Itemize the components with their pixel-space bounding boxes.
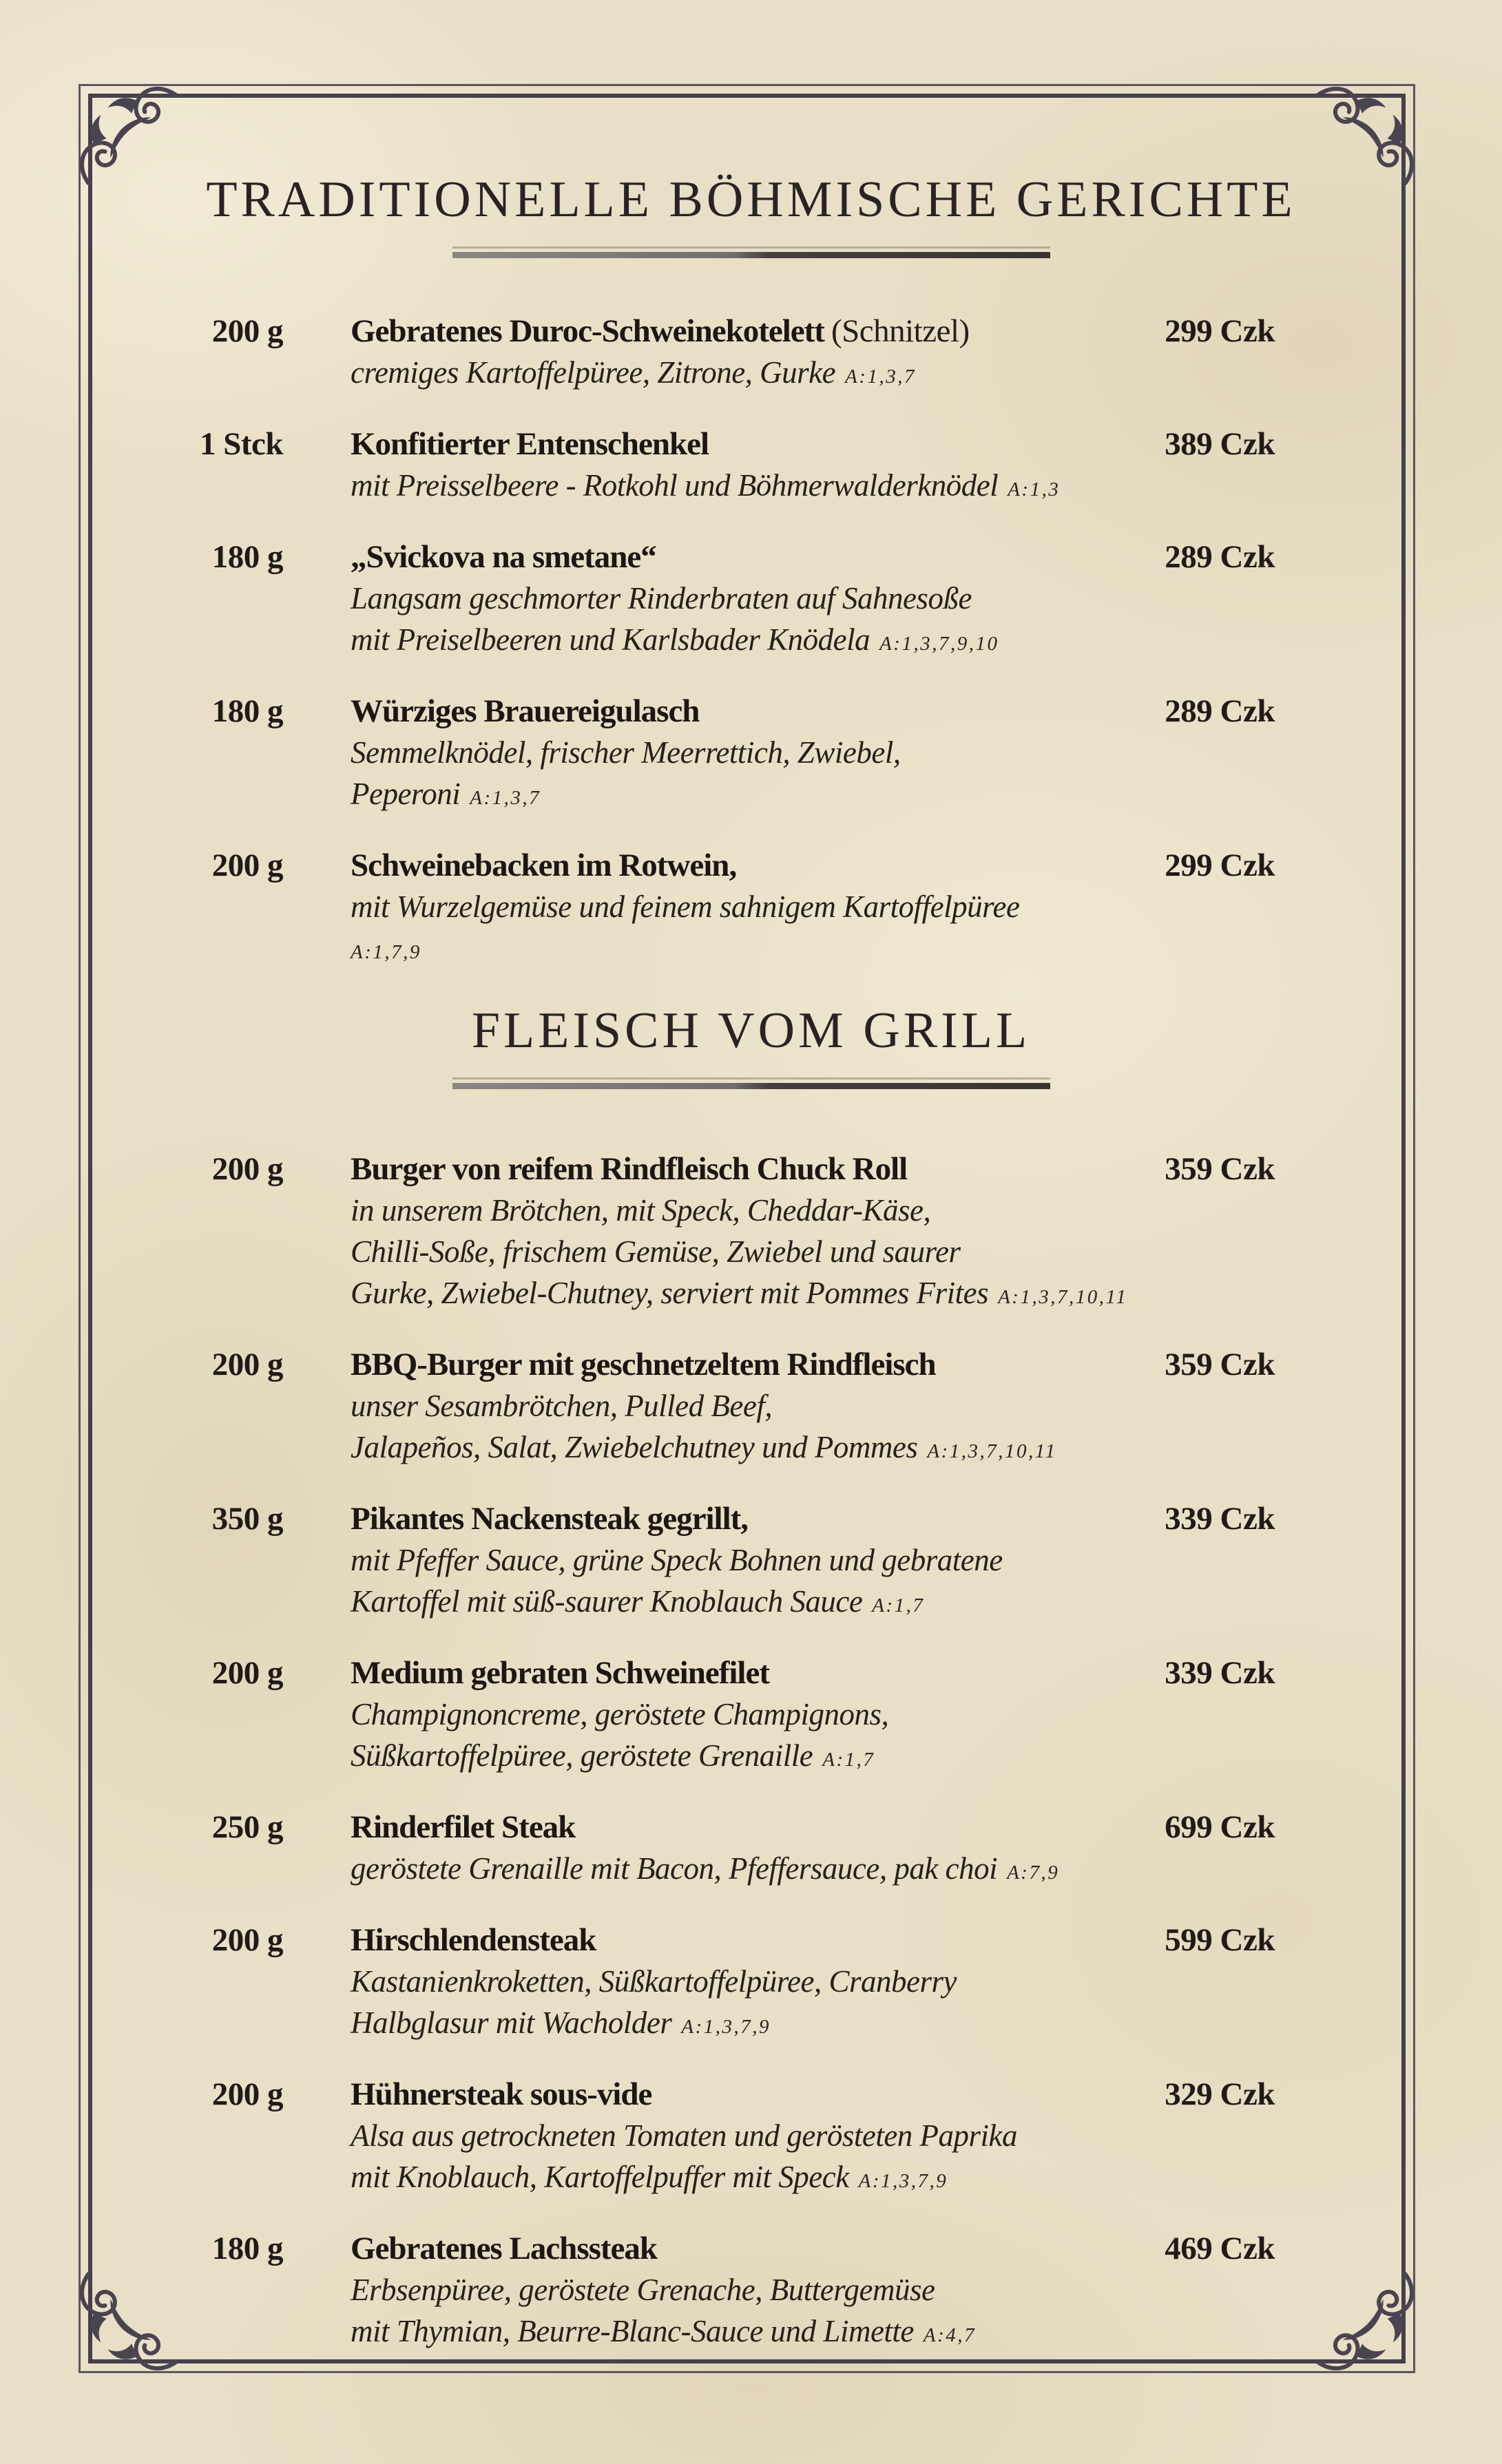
allergen-code: A:1,3: [1008, 478, 1061, 501]
divider-thick-line: [452, 252, 1050, 258]
item-weight: 350 g: [211, 1501, 283, 1537]
item-name-line: [283, 1807, 1027, 1848]
item-name-line: [283, 845, 1027, 886]
item-description: [283, 1190, 1275, 1318]
desc-line: mit Preiselbeeren und Karlsbader Knödela: [351, 622, 870, 657]
item-name: Gebratenes Duroc-Schweinekotelett: [351, 313, 824, 349]
menu-item-nackensteak: [0, 1498, 1502, 1626]
item-description: [283, 465, 1275, 510]
item-name: Pikantes Nackensteak gegrillt,: [351, 1501, 749, 1537]
item-name-note: (Schnitzel): [831, 313, 970, 349]
item-description: [283, 732, 1275, 819]
desc-line: Alsa aus getrockneten Tomaten und gerösteten Paprika: [351, 2118, 1018, 2153]
section-header-grill: [0, 999, 1502, 1089]
item-name-line: [283, 2228, 1027, 2269]
allergen-code: A:1,3,7: [845, 366, 917, 388]
item-description: [283, 1961, 1275, 2047]
item-price: 299 Czk: [1165, 313, 1275, 349]
allergen-code: A:1,3,7,9: [681, 2016, 771, 2038]
menu-item-rinderfilet: [0, 1807, 1502, 1893]
item-name: Schweinebacken im Rotwein,: [351, 847, 737, 883]
item-name-line: [283, 536, 1027, 578]
item-price: 299 Czk: [1165, 847, 1275, 883]
allergen-code: A:1,7: [822, 1749, 875, 1771]
allergen-code: A:1,7: [872, 1594, 925, 1617]
item-name-line: [283, 1498, 1027, 1539]
allergen-code: A:1,3,7,10,11: [998, 1286, 1128, 1308]
item-name: Rinderfilet Steak: [351, 1809, 576, 1845]
item-name-line: [283, 423, 1027, 465]
item-price: 599 Czk: [1165, 1922, 1275, 1958]
menu-item-chuck-roll-burger: [0, 1148, 1502, 1318]
desc-line: Peperoni: [351, 777, 461, 811]
desc-line: Jalapeños, Salat, Zwiebelchutney und Pommes: [351, 1430, 918, 1464]
item-name: Konfitierter Entenschenkel: [351, 426, 709, 462]
menu-item-hirschlendensteak: [0, 1919, 1502, 2047]
item-name-line: [283, 310, 1027, 352]
item-description: [283, 1848, 1275, 1893]
allergen-code: A:1,3,7: [470, 787, 541, 809]
item-description: [283, 886, 1275, 973]
item-description: [283, 578, 1275, 664]
item-price: 359 Czk: [1165, 1151, 1275, 1187]
item-name-line: [283, 1652, 1027, 1694]
item-name: Hirschlendensteak: [351, 1922, 596, 1958]
menu-item-schweinefilet: [0, 1652, 1502, 1780]
desc-line: mit Wurzelgemüse und feinem sahnigem Kartoffelpüree: [351, 889, 1020, 924]
menu-item-lachssteak: [0, 2228, 1502, 2356]
item-name: Gebratenes Lachssteak: [351, 2231, 658, 2266]
item-price: 339 Czk: [1165, 1655, 1275, 1691]
item-name: BBQ-Burger mit geschnetzeltem Rindfleisch: [351, 1347, 936, 1382]
item-description: [283, 1694, 1275, 1780]
section-title: FLEISCH VOM GRILL: [471, 1002, 1031, 1059]
item-description: [283, 2269, 1275, 2356]
item-description: [283, 2115, 1275, 2202]
item-price: 699 Czk: [1165, 1809, 1275, 1845]
divider-thin-line: [452, 246, 1050, 249]
desc-line: mit Preisselbeere - Rotkohl und Böhmerwalderknödel: [351, 468, 999, 503]
item-weight: 200 g: [211, 1347, 283, 1382]
item-weight: 200 g: [211, 313, 283, 349]
desc-line: Chilli-Soße, frischem Gemüse, Zwiebel und saurer: [351, 1234, 961, 1269]
item-description: [283, 1385, 1275, 1472]
allergen-code: A:1,7,9: [351, 941, 421, 963]
menu-item-brauereigulasch: [0, 691, 1502, 819]
item-name: Würziges Brauereigulasch: [351, 693, 700, 729]
desc-line: Champignoncreme, geröstete Champignons,: [351, 1697, 889, 1731]
item-name: „Svickova na smetane“: [351, 539, 656, 575]
divider-thick-line: [452, 1083, 1050, 1089]
item-weight: 200 g: [211, 2076, 283, 2112]
desc-line: Halbglasur mit Wacholder: [351, 2005, 672, 2040]
item-price: 359 Czk: [1165, 1347, 1275, 1382]
item-weight: 250 g: [211, 1809, 283, 1845]
item-weight: 1 Stck: [199, 426, 283, 462]
allergen-code: A:1,3,7,9: [858, 2170, 948, 2192]
item-name: Medium gebraten Schweinefilet: [351, 1655, 770, 1691]
item-weight: 180 g: [211, 539, 283, 575]
desc-line: Kastanienkroketten, Süßkartoffelpüree, Cranberry: [351, 1964, 957, 1999]
desc-line: mit Thymian, Beurre-Blanc-Sauce und Limette: [351, 2314, 914, 2348]
item-price: 289 Czk: [1165, 693, 1275, 729]
allergen-code: A:7,9: [1007, 1862, 1060, 1884]
desc-line: mit Pfeffer Sauce, grüne Speck Bohnen und gebratene: [351, 1543, 1003, 1577]
section-divider: [452, 246, 1050, 258]
section-divider: [452, 1077, 1050, 1089]
item-name-line: [283, 2074, 1027, 2115]
item-description: [283, 352, 1275, 397]
item-name-line: [283, 1344, 1027, 1385]
desc-line: Gurke, Zwiebel-Chutney, serviert mit Pommes Frites: [351, 1276, 989, 1310]
desc-line: unser Sesambrötchen, Pulled Beef,: [351, 1389, 773, 1423]
section-header-bohemian: [0, 0, 1502, 258]
item-price: 389 Czk: [1165, 426, 1275, 462]
item-weight: 200 g: [211, 847, 283, 883]
desc-line: Erbsenpüree, geröstete Grenache, Buttergemüse: [351, 2273, 935, 2307]
desc-line: mit Knoblauch, Kartoffelpuffer mit Speck: [351, 2160, 849, 2194]
divider-thin-line: [452, 1077, 1050, 1080]
menu-item-entenschenkel: [0, 423, 1502, 510]
menu-item-bbq-burger: [0, 1344, 1502, 1472]
allergen-code: A:1,3,7,9,10: [879, 633, 999, 655]
item-price: 469 Czk: [1165, 2231, 1275, 2266]
item-weight: 180 g: [211, 2231, 283, 2266]
menu-item-schweinebacken: [0, 845, 1502, 973]
item-name-line: [283, 691, 1027, 732]
allergen-code: A:4,7: [923, 2324, 977, 2346]
item-name: Burger von reifem Rindfleisch Chuck Roll: [351, 1151, 908, 1187]
desc-line: in unserem Brötchen, mit Speck, Cheddar-Käse,: [351, 1193, 931, 1228]
item-weight: 200 g: [211, 1922, 283, 1958]
desc-line: Semmelknödel, frischer Meerrettich, Zwiebel,: [351, 735, 901, 770]
section-title: TRADITIONELLE BÖHMISCHE GERICHTE: [206, 171, 1296, 228]
item-price: 289 Czk: [1165, 539, 1275, 575]
allergen-code: A:1,3,7,10,11: [927, 1440, 1057, 1462]
item-price: 329 Czk: [1165, 2076, 1275, 2112]
item-description: [283, 1539, 1275, 1626]
item-name-line: [283, 1148, 1027, 1190]
menu-item-schweinekotelett: [0, 310, 1502, 397]
desc-line: Langsam geschmorter Rinderbraten auf Sahnesoße: [351, 581, 972, 615]
desc-line: Süßkartoffelpüree, geröstete Grenaille: [351, 1738, 813, 1773]
item-weight: 180 g: [211, 693, 283, 729]
item-price: 339 Czk: [1165, 1501, 1275, 1537]
desc-line: geröstete Grenaille mit Bacon, Pfeffersauce, pak choi: [351, 1851, 998, 1886]
item-name: Hühnersteak sous-vide: [351, 2076, 652, 2112]
item-name-line: [283, 1919, 1027, 1961]
menu-item-huhnersteak: [0, 2074, 1502, 2202]
item-weight: 200 g: [211, 1151, 283, 1187]
desc-line: cremiges Kartoffelpüree, Zitrone, Gurke: [351, 355, 836, 390]
item-weight: 200 g: [211, 1655, 283, 1691]
desc-line: Kartoffel mit süß-saurer Knoblauch Sauce: [351, 1584, 863, 1619]
menu-item-svickova: [0, 536, 1502, 664]
